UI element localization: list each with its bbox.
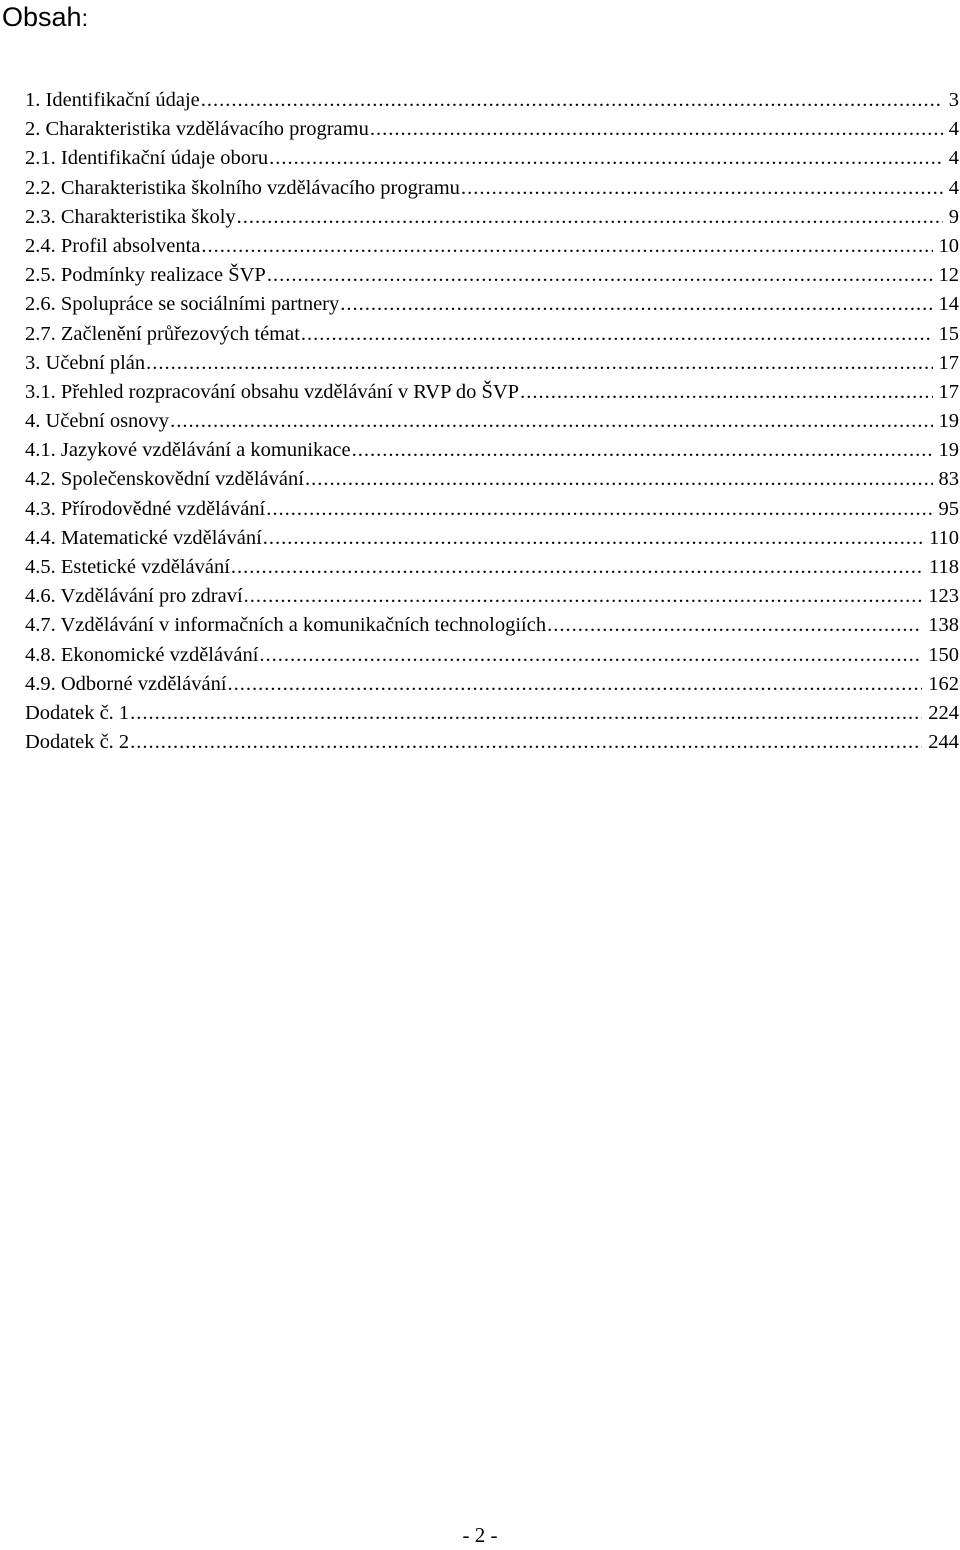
toc-entry-page: 10 <box>938 234 959 257</box>
toc-entry-page: 162 <box>928 672 959 695</box>
toc-dot-leader <box>460 174 943 203</box>
page-footer-text: - 2 - <box>462 1523 498 1547</box>
toc-entry-label: 2.7. Začlenění průřezových témat <box>25 322 300 345</box>
page-title-colon: : <box>81 5 88 31</box>
toc-dot-leader <box>169 407 932 436</box>
toc-entry-page: 19 <box>938 439 959 462</box>
toc-entry-page: 15 <box>938 322 959 345</box>
toc-dot-leader <box>258 641 922 670</box>
toc-entry-label: 4.4. Matematické vzdělávání <box>25 526 262 549</box>
toc-entry-label: 2.1. Identifikační údaje oboru <box>25 147 269 170</box>
toc-entry-label: 2.4. Profil absolventa <box>25 234 201 257</box>
toc-entry-label: 4. Učební osnovy <box>25 410 170 433</box>
toc-entry[interactable] <box>25 641 959 670</box>
toc-entry[interactable] <box>25 699 959 728</box>
toc-dot-leader <box>339 290 932 319</box>
toc-entry[interactable] <box>25 495 959 524</box>
toc-dot-leader <box>546 611 922 640</box>
toc-entry[interactable] <box>25 86 959 115</box>
toc-entry-page: 150 <box>928 643 959 666</box>
table-of-contents <box>25 86 959 757</box>
page-footer-number <box>0 1522 960 1548</box>
toc-dot-leader <box>200 86 943 115</box>
toc-entry[interactable] <box>25 320 959 349</box>
toc-entry[interactable] <box>25 582 959 611</box>
toc-dot-leader <box>268 144 943 173</box>
toc-dot-leader <box>369 115 943 144</box>
toc-entry-page: 224 <box>928 701 959 724</box>
toc-entry[interactable] <box>25 524 959 553</box>
toc-entry-label: Dodatek č. 1 <box>25 701 130 724</box>
toc-entry[interactable] <box>25 407 959 436</box>
page-title-text: Obsah <box>2 2 82 32</box>
toc-dot-leader <box>243 582 923 611</box>
toc-entry-label: 4.5. Estetické vzdělávání <box>25 556 230 578</box>
toc-entry-label: 3.1. Přehled rozpracování obsahu vzdělávání v RVP do ŠVP <box>25 380 520 403</box>
toc-entry[interactable] <box>25 174 959 203</box>
toc-dot-leader <box>230 553 923 582</box>
toc-entry-label: 4.6. Vzdělávání pro zdraví <box>25 585 243 608</box>
toc-entry-page: 118 <box>929 556 959 578</box>
toc-entry-page: 244 <box>928 731 959 754</box>
toc-dot-leader <box>300 320 933 349</box>
toc-entry-label: 2.5. Podmínky realizace ŠVP <box>25 264 266 287</box>
toc-entry[interactable] <box>25 290 959 319</box>
toc-entry-label: 1. Identifikační údaje <box>25 89 200 111</box>
toc-entry[interactable] <box>25 261 959 290</box>
toc-entry-page: 123 <box>928 585 959 608</box>
toc-entry[interactable] <box>25 203 959 232</box>
toc-entry-label: Dodatek č. 2 <box>25 731 130 754</box>
toc-entry-label: 3. Učební plán <box>25 351 146 374</box>
toc-dot-leader <box>304 465 933 494</box>
toc-entry-page: 3 <box>948 89 959 111</box>
toc-dot-leader <box>129 728 922 757</box>
toc-dot-leader <box>266 261 933 290</box>
toc-dot-leader <box>129 699 922 728</box>
toc-entry[interactable] <box>25 115 959 144</box>
toc-entry-page: 95 <box>938 497 959 520</box>
toc-entry[interactable] <box>25 465 959 494</box>
toc-entry[interactable] <box>25 553 959 582</box>
toc-dot-leader <box>236 203 943 232</box>
toc-entry-label: 4.1. Jazykové vzdělávání a komunikace <box>25 439 351 462</box>
toc-entry[interactable] <box>25 349 959 378</box>
toc-dot-leader <box>200 232 932 261</box>
toc-entry-page: 14 <box>938 293 959 316</box>
toc-entry-page: 110 <box>929 526 959 549</box>
toc-entry[interactable] <box>25 436 959 465</box>
toc-entry-label: 4.8. Ekonomické vzdělávání <box>25 643 259 666</box>
toc-entry-label: 2. Charakteristika vzdělávacího programu <box>25 118 369 141</box>
toc-entry-label: 4.9. Odborné vzdělávání <box>25 672 227 695</box>
toc-entry[interactable] <box>25 728 959 757</box>
toc-entry-page: 138 <box>928 614 959 637</box>
toc-entry-page: 17 <box>938 380 959 403</box>
toc-entry-page: 4 <box>948 176 959 199</box>
toc-dot-leader <box>265 495 932 524</box>
toc-entry-page: 4 <box>948 118 959 141</box>
toc-entry[interactable] <box>25 378 959 407</box>
toc-entry-label: 2.6. Spolupráce se sociálními partnery <box>25 293 340 316</box>
toc-entry-page: 19 <box>938 410 959 433</box>
toc-entry-label: 2.3. Charakteristika školy <box>25 205 236 228</box>
toc-dot-leader <box>145 349 932 378</box>
toc-entry-page: 17 <box>938 351 959 374</box>
page-title <box>2 0 88 35</box>
toc-dot-leader <box>519 378 932 407</box>
toc-entry-label: 4.7. Vzdělávání v informačních a komunikačních technologiích <box>25 614 547 637</box>
toc-dot-leader <box>262 524 923 553</box>
toc-entry[interactable] <box>25 232 959 261</box>
toc-entry-label: 4.2. Společenskovědní vzdělávání <box>25 468 304 491</box>
toc-entry-page: 12 <box>938 264 959 287</box>
toc-entry-label: 2.2. Charakteristika školního vzdělávacího programu <box>25 176 460 199</box>
toc-entry[interactable] <box>25 670 959 699</box>
toc-entry-page: 83 <box>938 468 959 491</box>
toc-entry[interactable] <box>25 611 959 640</box>
toc-entry-page: 4 <box>948 147 959 170</box>
toc-dot-leader <box>227 670 923 699</box>
toc-entry[interactable] <box>25 144 959 173</box>
toc-entry-label: 4.3. Přírodovědné vzdělávání <box>25 497 266 520</box>
toc-dot-leader <box>351 436 933 465</box>
toc-entry-page: 9 <box>948 205 959 228</box>
